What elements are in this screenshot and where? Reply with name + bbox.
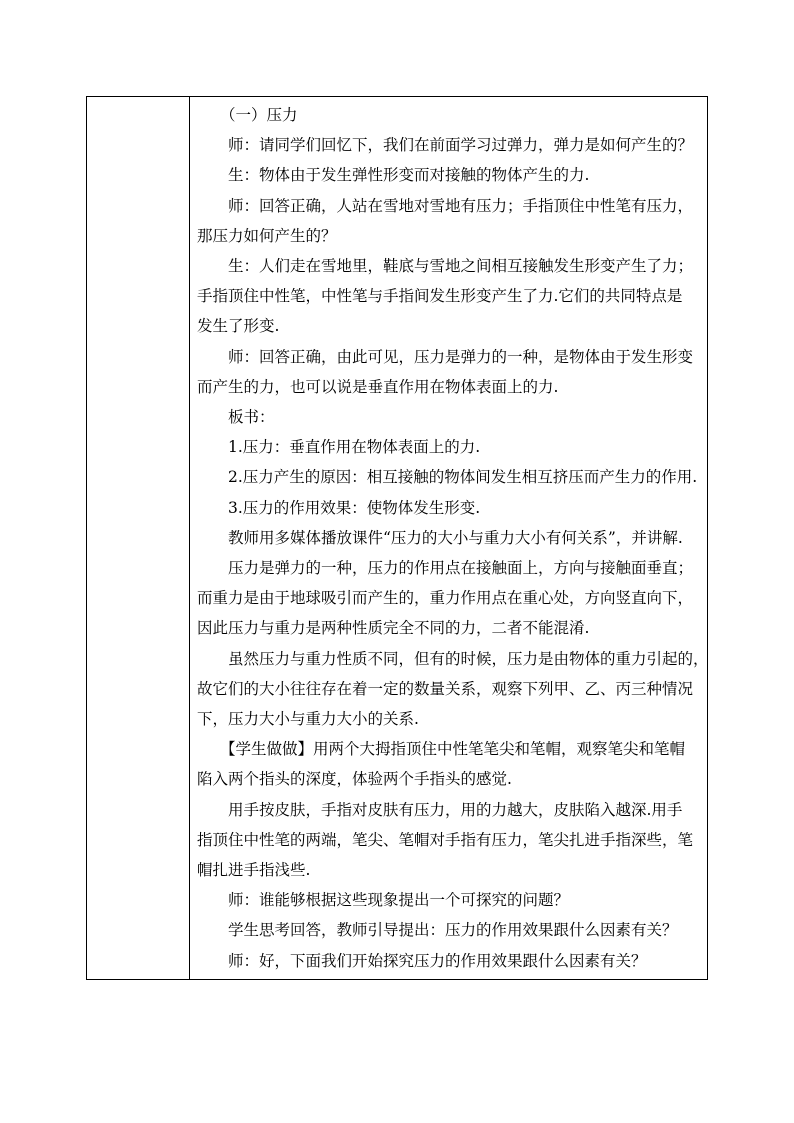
paragraph-line: 用手按皮肤，手指对皮肤有压力，用的力越大，皮肤陷入越深.用手 [228,800,683,819]
paragraph-line: 而重力是由于地球吸引而产生的，重力作用点在重心处，方向竖直向下， [197,589,694,608]
paragraph-line: 陷入两个指头的深度，体验两个手指头的感觉. [197,770,512,789]
list-item: 3.压力的作用效果：使物体发生形变. [228,498,481,517]
lesson-table [86,96,708,980]
paragraph-line: 压力是弹力的一种，压力的作用点在接触面上，方向与接触面垂直； [228,559,694,578]
paragraph-line: 虽然压力与重力性质不同，但有的时候，压力是由物体的重力引起的， [228,649,709,668]
list-item: 1.压力：垂直作用在物体表面上的力. [228,438,481,457]
paragraph-line: 师：回答正确，由此可见，压力是弹力的一种，是物体由于发生形变 [228,347,694,366]
lesson-content-cell [197,100,709,976]
paragraph-line: 教师用多媒体播放课件“压力的大小与重力大小有何关系”，并讲解. [228,528,683,547]
paragraph-line: 发生了形变. [197,317,280,336]
paragraph-line: 师：请同学们回忆下，我们在前面学习过弹力，弹力是如何产生的？ [228,136,694,155]
paragraph-line: 师：谁能够根据这些现象提出一个可探究的问题？ [228,891,570,910]
paragraph-line: 板书： [228,408,275,427]
paragraph-line: 因此压力与重力是两种性质完全不同的力，二者不能混淆. [197,619,590,638]
section-heading: （一）压力 [220,106,298,124]
paragraph-line: 师：好，下面我们开始探究压力的作用效果跟什么因素有关？ [228,951,647,970]
paragraph-line: 【学生做做】用两个大拇指顶住中性笔笔尖和笔帽，观察笔尖和笔帽 [220,740,686,759]
paragraph-line: 下，压力大小与重力大小的关系. [197,710,419,729]
paragraph-line: 那压力如何产生的？ [197,226,337,245]
paragraph-line: 故它们的大小往往存在着一定的数量关系，观察下列甲、乙、丙三种情况 [197,679,694,698]
paragraph-line: 指顶住中性笔的两端，笔尖、笔帽对手指有压力，笔尖扎进手指深些，笔 [197,830,694,849]
list-item: 2.压力产生的原因：相互接触的物体间发生相互挤压而产生力的作用. [228,468,698,487]
column-divider [189,97,190,979]
paragraph-line: 师：回答正确，人站在雪地对雪地有压力；手指顶住中性笔有压力， [228,196,694,215]
paragraph-line: 而产生的力，也可以说是垂直作用在物体表面上的力. [197,377,559,396]
paragraph-line: 学生思考回答，教师引导提出：压力的作用效果跟什么因素有关？ [228,921,678,940]
paragraph-line: 手指顶住中性笔，中性笔与手指间发生形变产生了力.它们的共同特点是 [197,287,683,306]
paragraph-line: 生：物体由于发生弹性形变而对接触的物体产生的力. [228,166,590,185]
paragraph-line: 生：人们走在雪地里，鞋底与雪地之间相互接触发生形变产生了力； [228,257,694,276]
paragraph-line: 帽扎进手指浅些. [197,861,311,880]
